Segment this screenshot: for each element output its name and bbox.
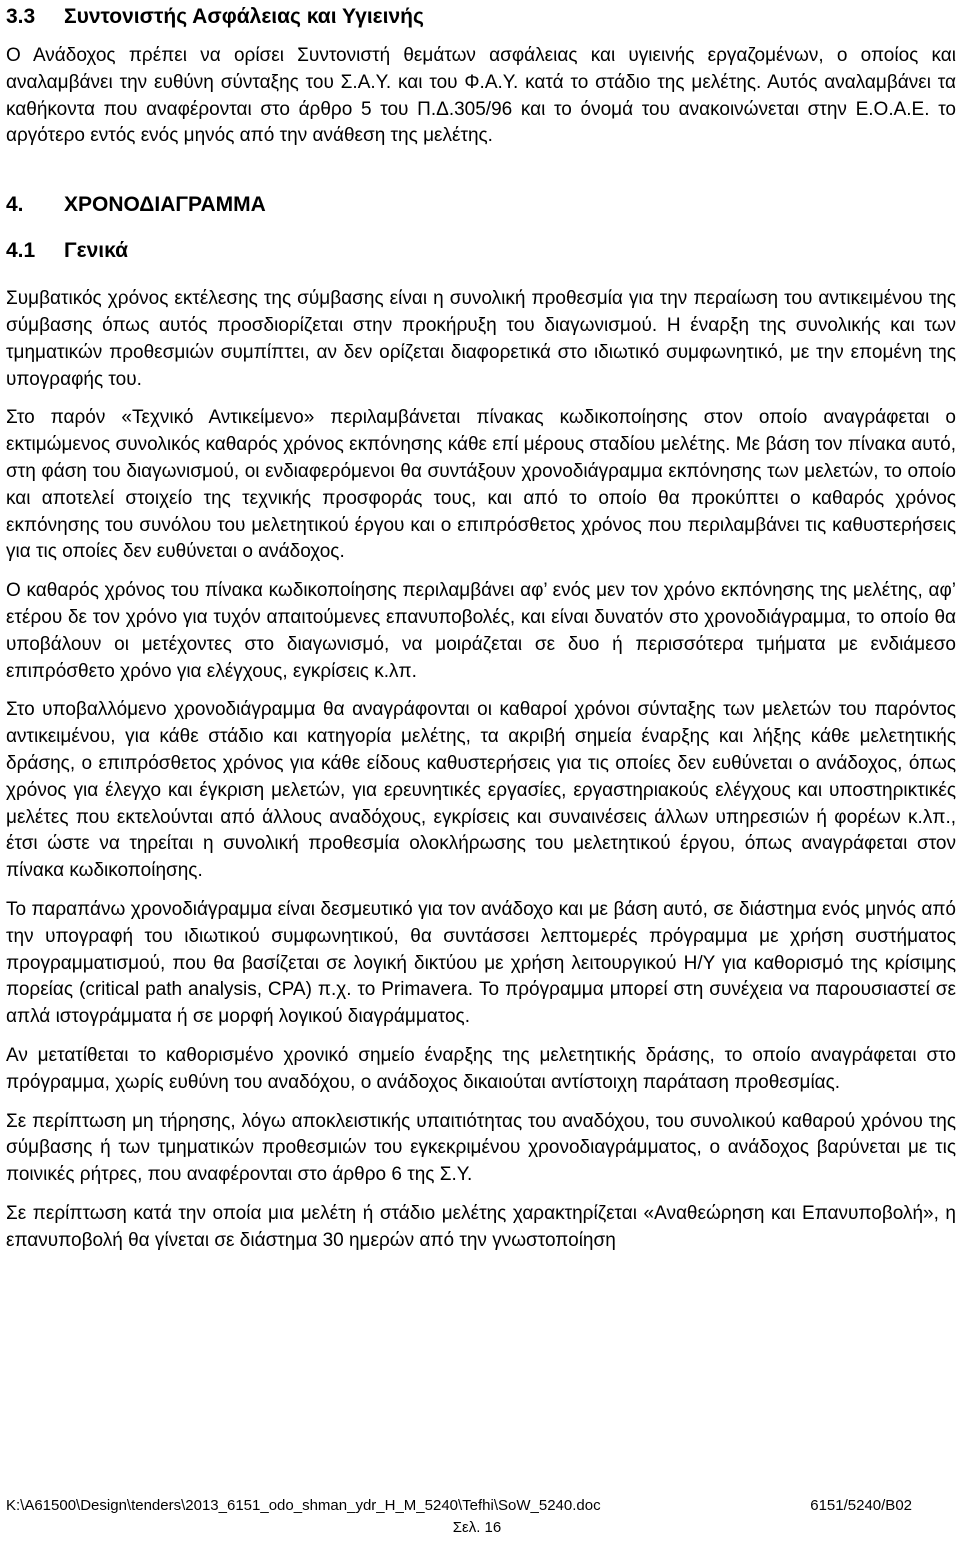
section-4-1-number: 4.1	[6, 239, 36, 263]
section-3-3-paragraph: Ο Ανάδοχος πρέπει να ορίσει Συντονιστή θεμάτων ασφάλειας και υγιεινής εργαζομένων, ο οποίος και αναλαμβάνει την ευθύνη σύνταξης του Σ.Α.Υ. και του Φ.Α.Υ. κατά το στάδιο της μελέτης. Αυτός αναλαμβάνει τα καθήκοντα που αναφέρονται στο άρθρο 5 του Π.Δ.305/96 και το όνομά του ανακοινώνεται στην Ε.Ο.Α.Ε. το αργότερο εντός ενός μηνός από την ανάθεση της μελέτης.	[6, 45, 956, 147]
footer-page-number: Σελ. 16	[452, 1519, 502, 1536]
paragraph-net-time: Ο καθαρός χρόνος του πίνακα κωδικοποίησης περιλαμβάνει αφ’ ενός μεν τον χρόνο εκπόνησης της μελέτης, αφ’ ετέρου δε τον χρόνο για τυχόν απαιτούμενες επανυποβολές, και είναι δυνατόν στο χρονοδιάγραμμα, το οποίο θα υποβάλουν οι μετέχοντες στο διαγωνισμό, να μοιράζεται σε δυο ή περισσότερα τμήματα με ενδιάμεσο επιπρόσθετο χρόνο για ελέγχους, εγκρίσεις κ.λπ.	[6, 580, 956, 682]
footer-file-path: K:\A61500\Design\tenders\2013_6151_odo_shman_ydr_H_M_5240\Tefhi\SoW_5240.doc	[6, 1497, 601, 1514]
paragraph-technical-object: Στο παρόν «Τεχνικό Αντικείμενο» περιλαμβάνεται πίνακας κωδικοποίησης στον οποίο αναγράφεται ο εκτιμώμενος συνολικός καθαρός χρόνος εκπόνησης κάθε επί μέρους σταδίου μελέτης. Με βάση τον πίνακα αυτό, στη φάση του διαγωνισμού, οι ενδιαφερόμενοι θα συντάξουν χρονοδιάγραμμα εκπόνησης των μελετών, το οποίο και αποτελεί στοιχείο της τεχνικής προσφοράς τους, και από το οποίο θα προκύπτει ο καθαρός χρόνος εκπόνησης του συνόλου του μελετητικού έργου και ο επιπρόσθετος χρόνος που περιλαμβάνει τις καθυστερήσεις για τις οποίες δεν ευθύνεται ο ανάδοχος.	[6, 407, 956, 563]
paragraph-submitted-schedule: Στο υποβαλλόμενο χρονοδιάγραμμα θα αναγράφονται οι καθαροί χρόνοι σύνταξης των μελετών του παρόντος αντικειμένου, για κάθε στάδιο και κατηγορία μελέτης, τα ακριβή σημεία έναρξης και λήξης κάθε μελετητικής δράσης, ο επιπρόσθετος χρόνος για κάθε είδους καθυστερήσεις για τις οποίες δεν ευθύνεται ο ανάδοχος, όπως χρόνος για έλεγχο και έγκριση μελετών, για ερευνητικές εργασίες, εργαστηριακούς ελέγχους και υποστηρικτικές μελέτες που εκτελούνται από άλλους αναδόχους, εγκρίσεις και συναινέσεις άλλων υπηρεσιών ή φορέων κ.λπ., έτσι ώστε να τηρείται η συνολική προθεσμία ολοκλήρωσης του μελετητικού έργου, όπως αναγράφεται στον πίνακα κωδικοποίησης.	[6, 699, 956, 882]
section-4-heading	[6, 192, 956, 218]
paragraph-resubmission: Σε περίπτωση κατά την οποία μια μελέτη ή στάδιο μελέτης χαρακτηρίζεται «Αναθεώρηση και Επανυποβολή», η επανυποβολή θα γίνεται σε διάστημα 30 ημερών από την γνωστοποίηση	[6, 1202, 956, 1251]
paragraph-binding-schedule: Το παραπάνω χρονοδιάγραμμα είναι δεσμευτικό για τον ανάδοχο και με βάση αυτό, σε διάστημα ενός μηνός από την υπογραφή του ιδιωτικού συμφωνητικού, θα συντάσσει λεπτομερές πρόγραμμα με χρήση συστήματος προγραμματισμού, που θα βασίζεται σε λογική δικτύου με χρήση λειτουργικού Η/Υ για καθορισμό της κρίσιμης πορείας (critical path analysis, CPA) π.χ. το Primavera. Το πρόγραμμα μπορεί στη συνέχεια να παρουσιαστεί σε απλά ιστογράμματα ή σε μορφή λογικού διαγράμματος.	[6, 898, 956, 1028]
page-footer	[6, 1496, 912, 1538]
paragraph-penalties: Σε περίπτωση μη τήρησης, λόγω αποκλειστικής υπαιτιότητας του αναδόχου, του συνολικού καθαρού χρόνου της σύμβασης ή των τμηματικών προθεσμιών του εγκεκριμένου χρονοδιαγράμματος, ο ανάδοχος βαρύνεται με τις ποινικές ρήτρες, που αναφέρονται στο άρθρο 6 της Σ.Υ.	[6, 1110, 956, 1186]
section-4-1-title: Γενικά	[64, 239, 129, 263]
section-3-3-heading	[6, 4, 956, 30]
section-4-title: ΧΡΟΝΟΔΙΑΓΡΑΜΜΑ	[64, 193, 266, 217]
paragraph-extension: Αν μετατίθεται το καθορισμένο χρονικό σημείο έναρξης της μελετητικής δράσης, το οποίο αναγράφεται στο πρόγραμμα, χωρίς ευθύνη του αναδόχου, ο ανάδοχος δικαιούται αντίστοιχη παράταση προθεσμίας.	[6, 1044, 956, 1093]
paragraph-contract-time: Συμβατικός χρόνος εκτέλεσης της σύμβασης είναι η συνολική προθεσμία για την περαίωση του αντικειμένου της σύμβασης όπως αυτός προσδιορίζεται στην προκήρυξη του διαγωνισμού. Η έναρξη της συνολικής και των τμηματικών προθεσμιών συμπίπτει, αν δεν ορίζεται διαφορετικά στο ιδιωτικό συμφωνητικό, με την επομένη της υπογραφής του.	[6, 288, 956, 390]
section-4-number: 4.	[6, 193, 24, 217]
section-3-3-number: 3.3	[6, 5, 36, 28]
document-page	[6, 0, 956, 1266]
section-3-3-title: Συντονιστής Ασφάλειας και Υγιεινής	[64, 5, 424, 28]
section-4-1-heading	[6, 238, 956, 264]
footer-doc-code: 6151/5240/B02	[810, 1497, 912, 1514]
